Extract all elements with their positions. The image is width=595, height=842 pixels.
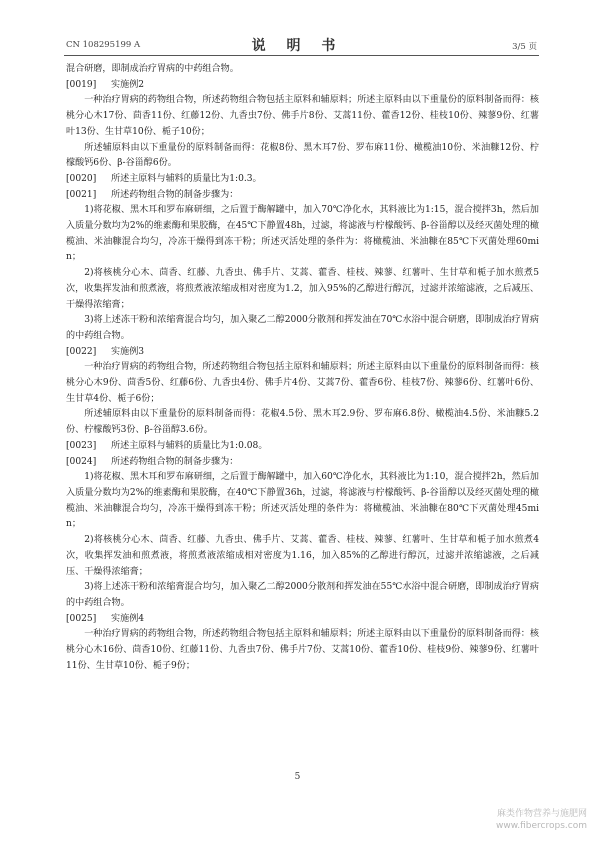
page-number: 5 xyxy=(294,772,301,782)
site-watermark xyxy=(496,808,587,832)
body-paragraph: 所述辅原料由以下重量份的原料制备而得：花椒4.5份、黑木耳2.9份、罗布麻6.8份、橄榄油4.5份、米油糠5.2份、柠檬酸钙3份、β-谷甾醇3.6份。 xyxy=(66,409,539,436)
numbered-paragraph xyxy=(66,612,539,628)
paragraph-number: [0023] xyxy=(66,440,97,451)
header-divider xyxy=(64,55,539,56)
body-paragraph: 2)将核桃分心木、茴香、红藤、九香虫、佛手片、艾蒿、藿香、桂枝、辣蓼、红薯叶、生甘草和栀子加水煎煮4次，收集挥发油和煎煮液，将煎煮液浓缩成相对密度为1.16，加入85%的乙醇进行醇沉，过滤并浓缩滤液，之后减压、干燥得浓缩膏； xyxy=(66,535,539,577)
numbered-paragraph xyxy=(66,455,539,471)
body-paragraph: 2)将核桃分心木、茴香、红藤、九香虫、佛手片、艾蒿、藿香、桂枝、辣蓼、红薯叶、生甘草和栀子加水煎煮5次，收集挥发油和煎煮液，将煎煮液浓缩成相对密度为1.2，加入95%的乙醇进行醇沉，过滤并浓缩滤液，之后减压、干燥得浓缩膏； xyxy=(66,268,539,310)
body-paragraph: 一种治疗胃病的药物组合物，所述药物组合物包括主原料和辅原料；所述主原料由以下重量份的原料制备而得：核桃分心木9份、茴香5份、红藤6份、九香虫4份、佛手片4份、艾蒿7份、藿香6份、桂枝7份、辣蓼6份、红薯叶6份、生甘草4份、栀子6份； xyxy=(66,362,539,404)
body-paragraph: 3)将上述冻干粉和浓缩膏混合均匀，加入聚乙二醇2000分散剂和挥发油在70℃水浴中混合研磨，即制成治疗胃病的中药组合物。 xyxy=(66,315,539,341)
numbered-paragraph xyxy=(66,439,539,455)
body-paragraph: 1)将花椒、黑木耳和罗布麻研细，之后置于酶解罐中，加入70℃净化水，其料液比为1:15，混合搅拌3h，然后加入质量分数均为2%的维素酶和果胶酶，在45℃下静置48h，过滤，将滤液与柠檬酸钙、β-谷甾醇以及经灭菌处理的橄榄油、米油糠混合均匀，冷冻干燥得到冻干粉；所述灭活处理的条件为：将橄榄油、米油糠在85℃下灭菌处理60min； xyxy=(66,205,539,263)
description-body xyxy=(66,62,539,674)
publication-number: CN 108295199 A xyxy=(66,40,141,50)
continued-paragraph: 混合研磨，即制成治疗胃病的中药组合物。 xyxy=(66,64,239,74)
body-paragraph: 一种治疗胃病的药物组合物，所述药物组合物包括主原料和辅原料；所述主原料由以下重量份的原料制备而得：核桃分心木16份、茴香10份、红藤11份、九香虫7份、佛手片7份、艾蒿10份、藿香10份、桂枝9份、辣蓼9份、红薯叶11份、生甘草10份、栀子9份； xyxy=(66,629,539,671)
numbered-paragraph xyxy=(66,78,539,94)
paragraph-heading-text: 所述主原料与辅料的质量比为1:0.3。 xyxy=(111,173,262,184)
paragraph-number: [0024] xyxy=(66,456,97,467)
document-title: 说 明 书 xyxy=(251,38,344,54)
paragraph-heading-text: 实施例2 xyxy=(111,79,145,90)
paragraph-heading-text: 所述药物组合物的制备步骤为： xyxy=(111,189,239,200)
paragraph-number: [0021] xyxy=(66,189,97,200)
numbered-paragraph xyxy=(66,345,539,361)
paragraph-heading-text: 所述主原料与辅料的质量比为1:0.08。 xyxy=(111,440,268,451)
numbered-paragraph xyxy=(66,172,539,188)
numbered-paragraph xyxy=(66,188,539,204)
paragraph-number: [0022] xyxy=(66,346,97,357)
watermark-url: www.fibercrops.com xyxy=(496,821,587,831)
page-indicator: 3/5 页 xyxy=(512,42,537,52)
paragraph-heading-text: 实施例4 xyxy=(111,613,145,624)
paragraph-heading-text: 所述药物组合物的制备步骤为： xyxy=(111,456,239,467)
paragraph-number: [0019] xyxy=(66,79,97,90)
watermark-site-name: 麻类作物营养与施肥网 xyxy=(496,809,587,819)
body-paragraph: 3)将上述冻干粉和浓缩膏混合均匀，加入聚乙二醇2000分散剂和挥发油在55℃水浴中混合研磨，即制成治疗胃病的中药组合物。 xyxy=(66,582,539,608)
paragraph-number: [0020] xyxy=(66,173,97,184)
paragraph-heading-text: 实施例3 xyxy=(111,346,145,357)
body-paragraph: 所述辅原料由以下重量份的原料制备而得：花椒8份、黑木耳7份、罗布麻11份、橄榄油10份、米油糠12份、柠檬酸钙6份、β-谷甾醇6份。 xyxy=(66,142,539,169)
body-paragraph: 一种治疗胃病的药物组合物，所述药物组合物包括主原料和辅原料；所述主原料由以下重量份的原料制备而得：核桃分心木17份、茴香11份、红藤12份、九香虫7份、佛手片8份、艾蒿11份、藿香12份、桂枝10份、辣蓼9份、红薯叶13份、生甘草10份、栀子10份； xyxy=(66,95,539,137)
paragraph-number: [0025] xyxy=(66,613,97,624)
body-paragraph: 1)将花椒、黑木耳和罗布麻研细，之后置于酶解罐中，加入60℃净化水，其料液比为1:10，混合搅拌2h，然后加入质量分数均为2%的维素酶和果胶酶，在40℃下静置36h，过滤，将滤液与柠檬酸钙、β-谷甾醇以及经灭菌处理的橄榄油、米油糠混合均匀，冷冻干燥得到冻干粉；所述灭活处理的条件为：将橄榄油、米油糠在80℃下灭菌处理45min； xyxy=(66,472,539,530)
